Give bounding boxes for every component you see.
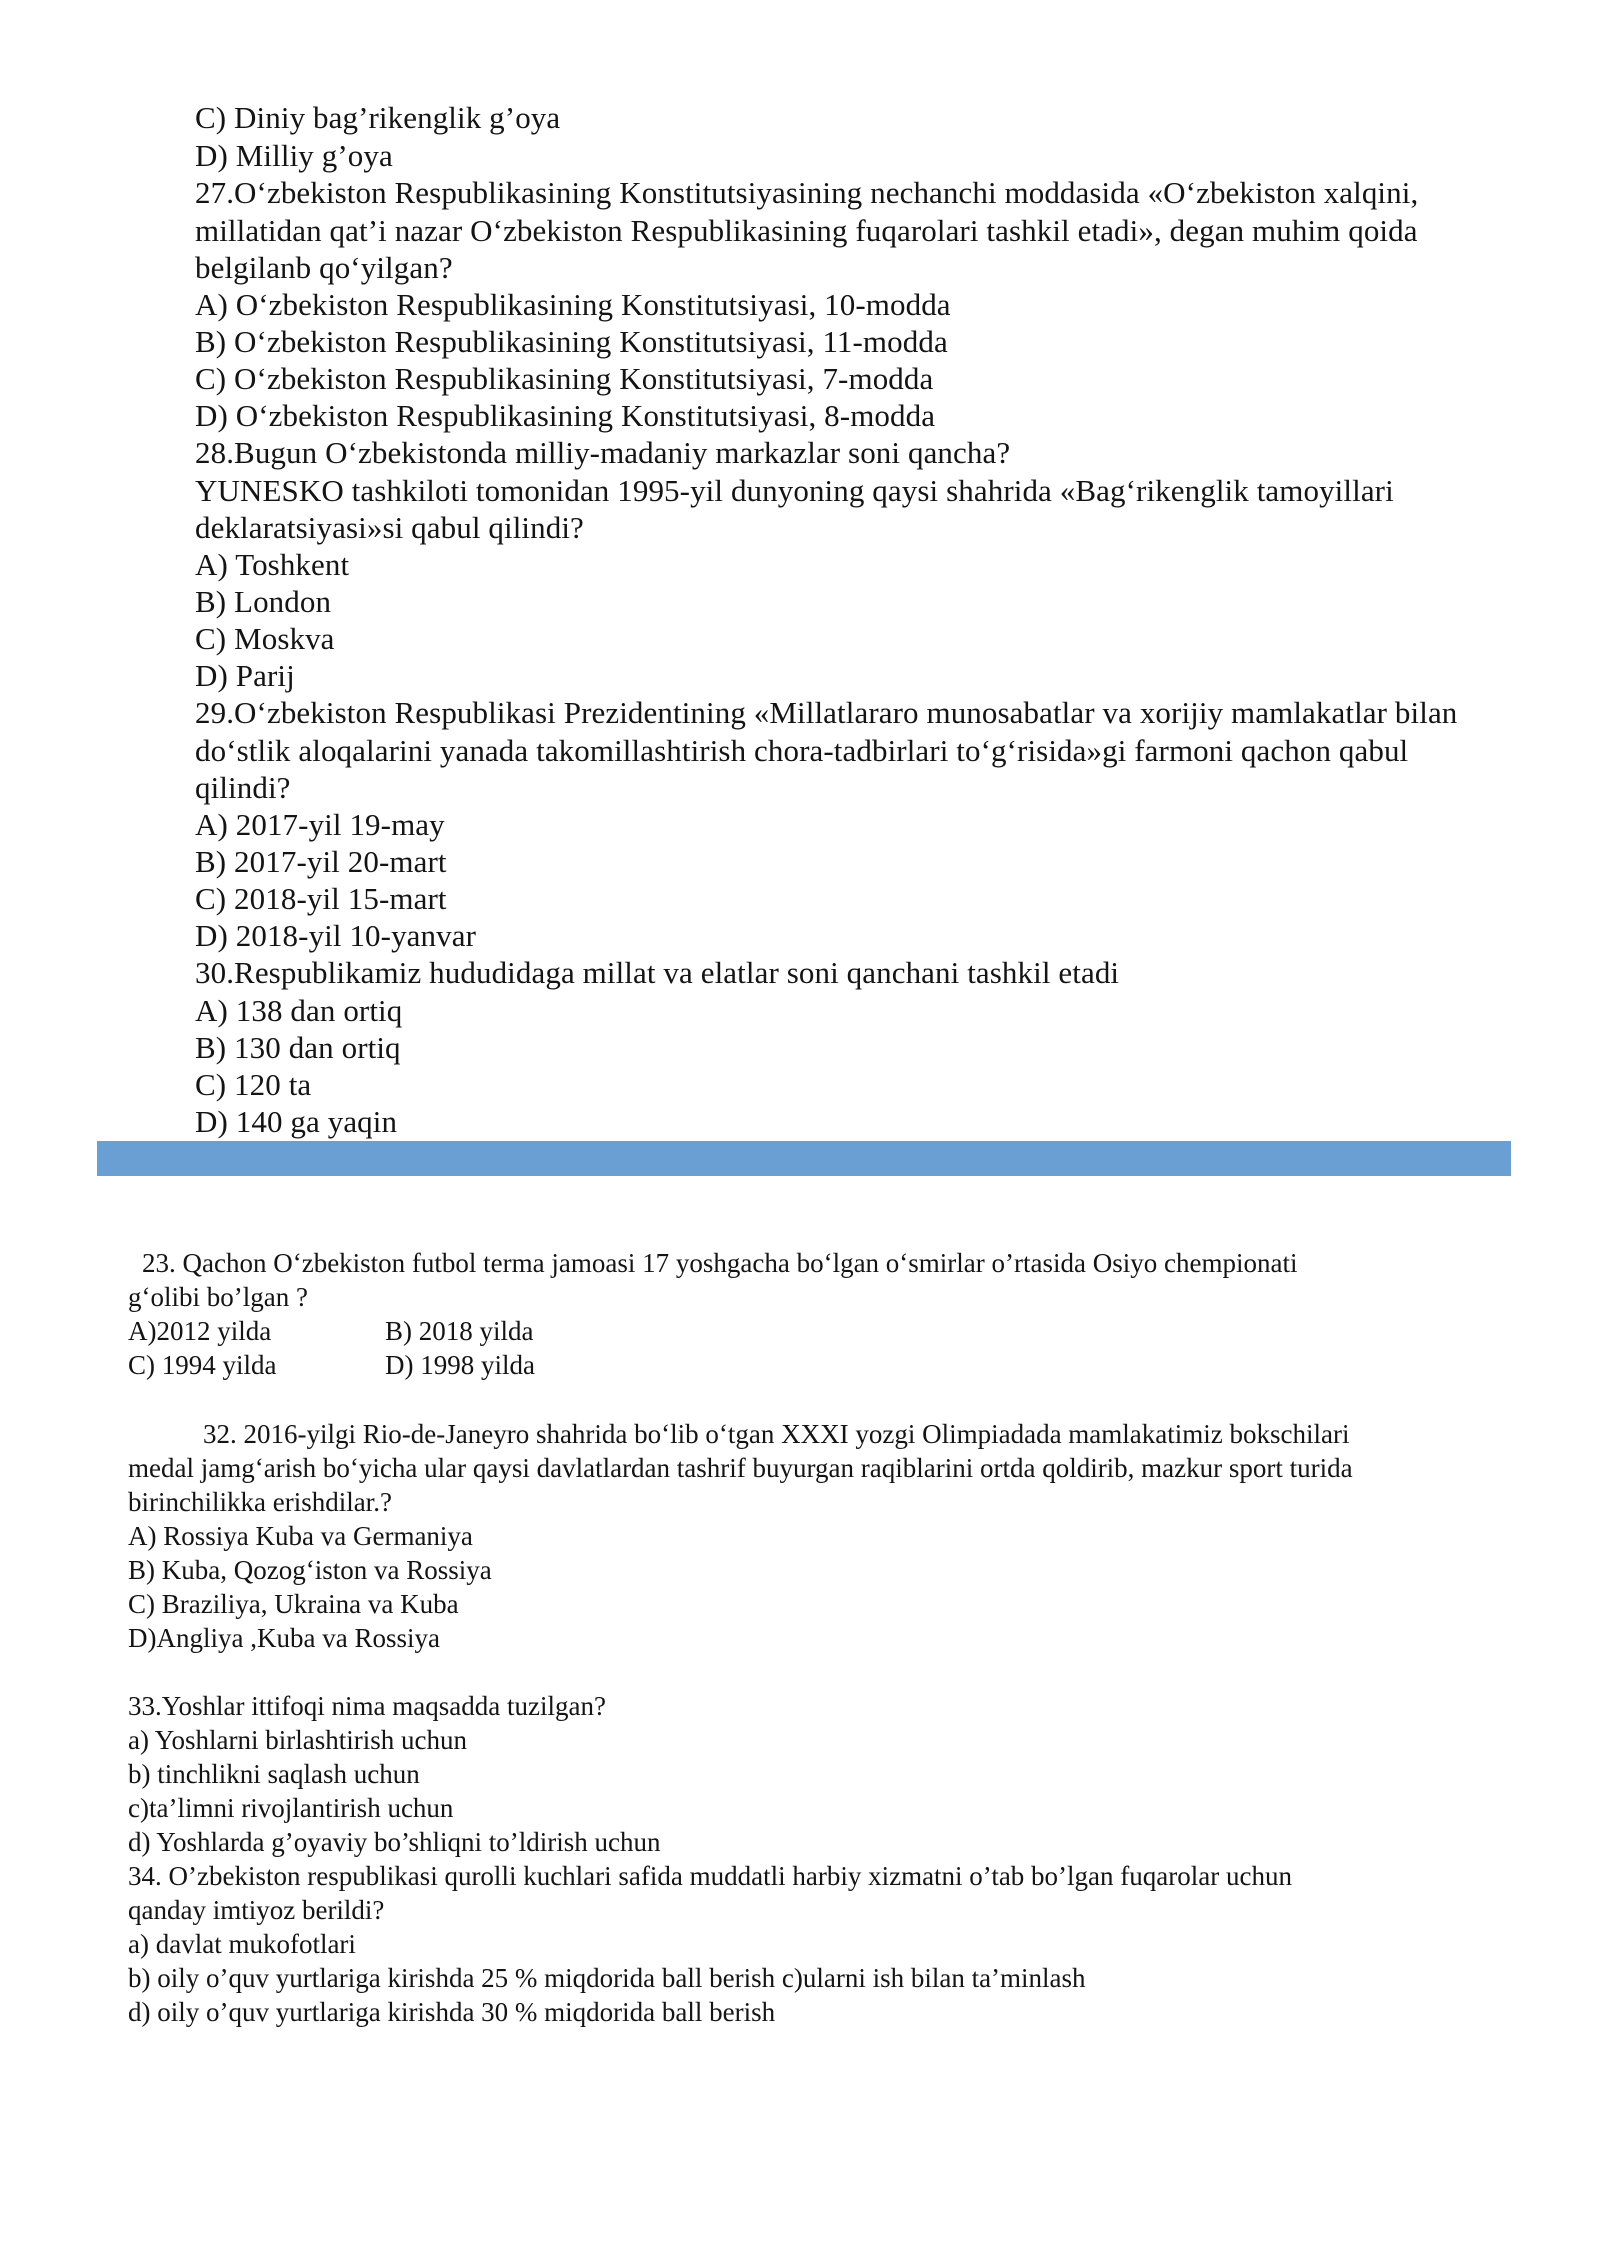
question-34-line-2: qanday imtiyoz berildi? [128,1895,385,1925]
question-28-line-3: deklaratsiyasi»si qabul qilindi? [195,510,584,545]
question-28-line-1: 28.Bugun O‘zbekistonda milliy-madaniy markazlar soni qancha? [195,435,1011,470]
question-29-option-b: B) 2017-yil 20-mart [195,844,447,879]
question-29-option-a: A) 2017-yil 19-may [195,807,445,842]
question-28-option-d: D) Parij [195,658,295,693]
option-d-prev: D) Milliy g’oya [195,138,393,173]
question-30-option-d: D) 140 ga yaqin [195,1104,398,1139]
question-23-option-d: D) 1998 yilda [385,1350,535,1380]
question-30-option-a: A) 138 dan ortiq [195,993,403,1028]
question-27-option-b: B) O‘zbekiston Respublikasining Konstitutsiyasi, 11-modda [195,324,948,359]
question-23-line-1: 23. Qachon O‘zbekiston futbol terma jamoasi 17 yoshgacha bo‘lgan o‘smirlar o’rtasida Osiyo chempionati [142,1248,1298,1278]
question-29-option-d: D) 2018-yil 10-yanvar [195,918,477,953]
option-c-prev: C) Diniy bag’rikenglik g’oya [195,100,561,135]
question-30-line-1: 30.Respublikamiz hududidaga millat va elatlar soni qanchani tashkil etadi [195,955,1120,990]
question-33-line-1: 33.Yoshlar ittifoqi nima maqsadda tuzilgan? [128,1691,606,1721]
question-34-option-a: a) davlat mukofotlari [128,1929,356,1959]
question-29-line-2: do‘stlik aloqalarini yanada takomillashtirish chora-tadbirlari to‘g‘risida»gi farmoni qachon qabul [195,733,1409,768]
question-23-option-c: C) 1994 yilda [128,1350,277,1380]
section-divider-bar [97,1141,1511,1176]
question-30-option-c: C) 120 ta [195,1067,312,1102]
question-28-option-a: A) Toshkent [195,547,350,582]
question-30-option-b: B) 130 dan ortiq [195,1030,401,1065]
question-34-option-d: d) oily o’quv yurtlariga kirishda 30 % miqdorida ball berish [128,1997,776,2027]
question-33-option-b: b) tinchlikni saqlash uchun [128,1759,420,1789]
question-32-option-c: C) Braziliya, Ukraina va Kuba [128,1589,459,1619]
question-32-line-3: birinchilikka erishdilar.? [128,1487,392,1517]
question-27-option-d: D) O‘zbekiston Respublikasining Konstitutsiyasi, 8-modda [195,398,936,433]
question-34-option-b: b) oily o’quv yurtlariga kirishda 25 % miqdorida ball berish c)ularni ish bilan ta’minlash [128,1963,1086,1993]
question-27-option-c: C) O‘zbekiston Respublikasining Konstitutsiyasi, 7-modda [195,361,934,396]
question-34-line-1: 34. O’zbekiston respublikasi qurolli kuchlari safida muddatli harbiy xizmatni o’tab bo’lgan fuqarolar uchun [128,1861,1292,1891]
question-28-line-2: YUNESKO tashkiloti tomonidan 1995-yil dunyoning qaysi shahrida «Bag‘rikenglik tamoyillari [195,473,1394,508]
question-28-option-b: B) London [195,584,332,619]
question-29-line-1: 29.O‘zbekiston Respublikasi Prezidentining «Millatlararo munosabatlar va xorijiy mamlakatlar bilan [195,695,1458,730]
question-32-line-1: 32. 2016-yilgi Rio-de-Janeyro shahrida bo‘lib o‘tgan XXXI yozgi Olimpiadada mamlakatimiz bokschilari [203,1419,1350,1449]
question-33-option-d: d) Yoshlarda g’oyaviy bo’shliqni to’ldirish uchun [128,1827,661,1857]
question-32-option-b: B) Kuba, Qozog‘iston va Rossiya [128,1555,492,1585]
question-32-line-2: medal jamg‘arish bo‘yicha ular qaysi davlatlardan tashrif buyurgan raqiblarini ortda qoldirib, mazkur sport turida [128,1453,1353,1483]
question-33-option-c: c)ta’limni rivojlantirish uchun [128,1793,454,1823]
question-23-line-2: g‘olibi bo’lgan ? [128,1282,308,1312]
question-29-option-c: C) 2018-yil 15-mart [195,881,447,916]
question-29-line-3: qilindi? [195,770,291,805]
question-33-option-a: a) Yoshlarni birlashtirish uchun [128,1725,467,1755]
question-27-line-2: millatidan qat’i nazar O‘zbekiston Respublikasining fuqarolari tashkil etadi», degan muhim qoida [195,213,1418,248]
question-27-line-1: 27.O‘zbekiston Respublikasining Konstitutsiyasining nechanchi moddasida «O‘zbekiston xalqini, [195,175,1419,210]
question-32-option-d: D)Angliya ,Kuba va Rossiya [128,1623,440,1653]
question-32-option-a: A) Rossiya Kuba va Germaniya [128,1521,473,1551]
question-23-option-a: A)2012 yilda [128,1316,272,1346]
question-27-option-a: A) O‘zbekiston Respublikasining Konstitutsiyasi, 10-modda [195,287,951,322]
question-23-option-b: B) 2018 yilda [385,1316,534,1346]
question-27-line-3: belgilanb qo‘yilgan? [195,250,453,285]
question-28-option-c: C) Moskva [195,621,335,656]
